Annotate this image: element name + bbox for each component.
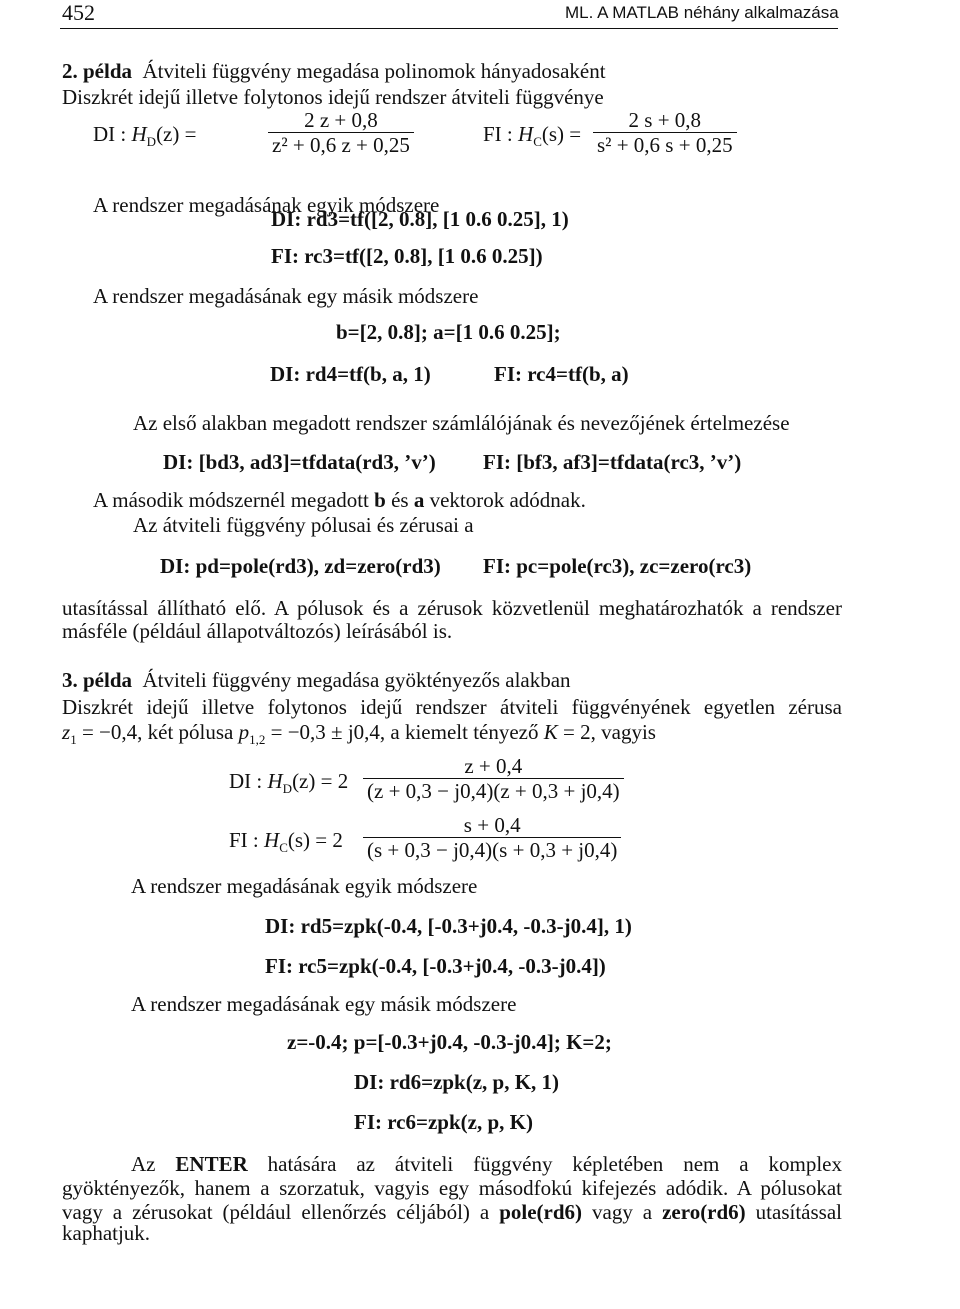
header-rule xyxy=(60,28,838,29)
page-number: 452 xyxy=(62,0,95,25)
final-l3-post: utasítással xyxy=(745,1200,842,1224)
ex2-poles-zeros: Az átviteli függvény pólusai és zérusai a xyxy=(133,513,474,537)
ex3-method1: A rendszer megadásának egyik módszere xyxy=(131,874,478,898)
ex2-dt-numerator: 2 z + 0,8 xyxy=(304,108,378,132)
ex2-dt-denominator: z² + 0,6 z + 0,25 xyxy=(268,132,414,156)
ex3-dt-label: DI : xyxy=(229,769,268,793)
code-rd6: DI: rd6=zpk(z, p, K, 1) xyxy=(354,1070,560,1094)
code-rc6: FI: rc6=zpk(z, p, K) xyxy=(354,1110,533,1134)
ex3-line2 xyxy=(62,720,656,748)
running-title: ML. A MATLAB néhány alkalmazása xyxy=(565,3,839,22)
final-l1-pre: Az xyxy=(131,1152,176,1176)
ex2-method1: A rendszer megadásának egyik módszere xyxy=(93,193,440,217)
ex3-ct-denominator: (s + 0,3 − j0,4)(s + 0,3 + j0,4) xyxy=(363,837,621,861)
ex3-final-line4: kaphatjuk. xyxy=(62,1221,151,1245)
ex2-ct-numerator: 2 s + 0,8 xyxy=(628,108,702,132)
ex2-method2: A rendszer megadásának egy másik módszere xyxy=(93,284,479,308)
ex3-dt-denominator: (z + 0,3 − j0,4)(z + 0,3 + j0,4) xyxy=(363,778,624,802)
ex2-intro: Diszkrét idejű illetve folytonos idejű rendszer átviteli függvénye xyxy=(62,85,604,109)
final-l3-mid: vagy a xyxy=(582,1200,663,1224)
ex3-line1: Diszkrét idejű illetve folytonos idejű rendszer átviteli függvényének egyetlen zérusa xyxy=(62,695,842,719)
ex3-ct-lhs xyxy=(229,828,343,856)
code-zpk: z=-0.4; p=[-0.3+j0.4, -0.3-j0.4]; K=2; xyxy=(287,1030,612,1054)
note-mid: és xyxy=(385,488,414,512)
ex2-heading-label: 2. példa xyxy=(62,59,133,83)
ex3-p-sub: 1,2 xyxy=(249,732,266,748)
note-post: vektorok adódnak. xyxy=(424,488,586,512)
ex2-ct-lhs xyxy=(483,122,582,150)
ex3-dt-lhs xyxy=(229,769,349,797)
ex2-para-line2: másféle (például állapotváltozós) leírásából is. xyxy=(62,619,453,643)
ex3-heading xyxy=(62,670,571,691)
ex2-ct-h: H xyxy=(518,122,534,146)
code-line-rd3 xyxy=(271,209,569,230)
ex3-ct-label: FI : xyxy=(229,828,265,852)
code-ba: b=[2, 0.8]; a=[1 0.6 0.25]; xyxy=(336,320,561,344)
ex3-heading-text: Átviteli függvény megadása gyöktényezős alakban xyxy=(142,668,571,692)
ex3-K: K xyxy=(543,720,558,744)
ex3-dt-numerator: z + 0,4 xyxy=(464,754,523,778)
ex2-para-line1: utasítással állítható elő. A pólusok és a zérusok közvetlenül meghatározhatók a rendszer xyxy=(62,596,842,620)
ex3-dt-fraction xyxy=(363,756,624,802)
ex2-ct-arg: (s) = xyxy=(541,122,582,146)
ex3-ct-h: H xyxy=(264,828,280,852)
final-l1-enter: ENTER xyxy=(175,1152,248,1176)
code-tfdata-dt: DI: [bd3, ad3]=tfdata(rd3, ’v’) xyxy=(163,450,436,474)
ex3-ct-numerator: s + 0,4 xyxy=(463,813,521,837)
code-rd5: DI: rd5=zpk(-0.4, [-0.3+j0.4, -0.3-j0.4], 1) xyxy=(265,914,632,938)
note-pre: A második módszernél megadott xyxy=(93,488,375,512)
code-tfdata-ct: FI: [bf3, af3]=tfdata(rc3, ’v’) xyxy=(483,450,742,474)
ex3-method2: A rendszer megadásának egy másik módszere xyxy=(131,992,517,1016)
final-l3-pre: vagy a zérusokat (például ellenőrzés céljából) a xyxy=(62,1200,500,1224)
ex3-p: p xyxy=(238,720,250,744)
final-l3-pole: pole(rd6) xyxy=(499,1200,583,1224)
ex2-dt-h: H xyxy=(131,122,147,146)
final-l3-zero: zero(rd6) xyxy=(662,1200,746,1224)
code-rc5: FI: rc5=zpk(-0.4, [-0.3+j0.4, -0.3-j0.4]) xyxy=(265,954,606,978)
ex3-dt-h: H xyxy=(267,769,283,793)
ex3-ct-sub: C xyxy=(279,840,288,856)
ex2-dt-arg: (z) = xyxy=(156,122,197,146)
code-pole-ct: FI: pc=pole(rc3), zc=zero(rc3) xyxy=(483,554,752,578)
ex2-dt-sub: D xyxy=(146,134,157,150)
ex3-line2-c: = 2, vagyis xyxy=(557,720,656,744)
ex3-final-line3 xyxy=(62,1199,842,1226)
code-rd4: DI: rd4=tf(b, a, 1) xyxy=(270,362,431,386)
ex2-ct-label: FI : xyxy=(483,122,519,146)
ex3-dt-sub: D xyxy=(282,781,293,797)
ex3-dt-arg: (z) = 2 xyxy=(292,769,349,793)
ex2-second-method-note xyxy=(93,490,586,511)
code-pole-dt: DI: pd=pole(rd3), zd=zero(rd3) xyxy=(160,554,441,578)
note-b: b xyxy=(374,488,386,512)
code-rd3-text: DI: rd3=tf([2, 0.8], [1 0.6 0.25], 1) xyxy=(271,207,569,231)
ex2-dt-label: DI : xyxy=(93,122,132,146)
ex2-ct-sub: C xyxy=(533,134,542,150)
final-l1-post: hatására az átviteli függvény képletében nem a komplex xyxy=(247,1152,842,1176)
ex3-ct-arg: (s) = 2 xyxy=(287,828,343,852)
ex3-ct-fraction xyxy=(363,815,621,861)
ex3-heading-label: 3. példa xyxy=(62,668,133,692)
code-rc4: FI: rc4=tf(b, a) xyxy=(494,362,629,386)
ex3-z: z xyxy=(62,720,71,744)
code-line-rc3 xyxy=(271,246,543,267)
ex2-interpret: Az első alakban megadott rendszer számlálójának és nevezőjének értelmezése xyxy=(133,411,790,435)
ex2-heading xyxy=(62,61,606,82)
ex2-heading-text: Átviteli függvény megadása polinomok hányadosaként xyxy=(142,59,606,83)
ex3-line2-a: = −0,4, két pólusa xyxy=(76,720,239,744)
ex3-line2-b: = −0,3 ± j0,4, a kiemelt tényező xyxy=(265,720,544,744)
code-rc3-text: FI: rc3=tf([2, 0.8], [1 0.6 0.25]) xyxy=(271,244,543,268)
ex2-dt-fraction xyxy=(268,110,414,156)
note-a: a xyxy=(413,488,425,512)
ex2-dt-lhs xyxy=(93,122,197,150)
ex3-z-sub: 1 xyxy=(70,732,77,748)
ex2-ct-denominator: s² + 0,6 s + 0,25 xyxy=(593,132,737,156)
ex2-ct-fraction xyxy=(593,110,737,156)
ex3-final-line2: gyöktényezők, hanem a szorzatuk, vagyis egy másodfokú kifejezés adódik. A pólusokat xyxy=(62,1176,842,1200)
